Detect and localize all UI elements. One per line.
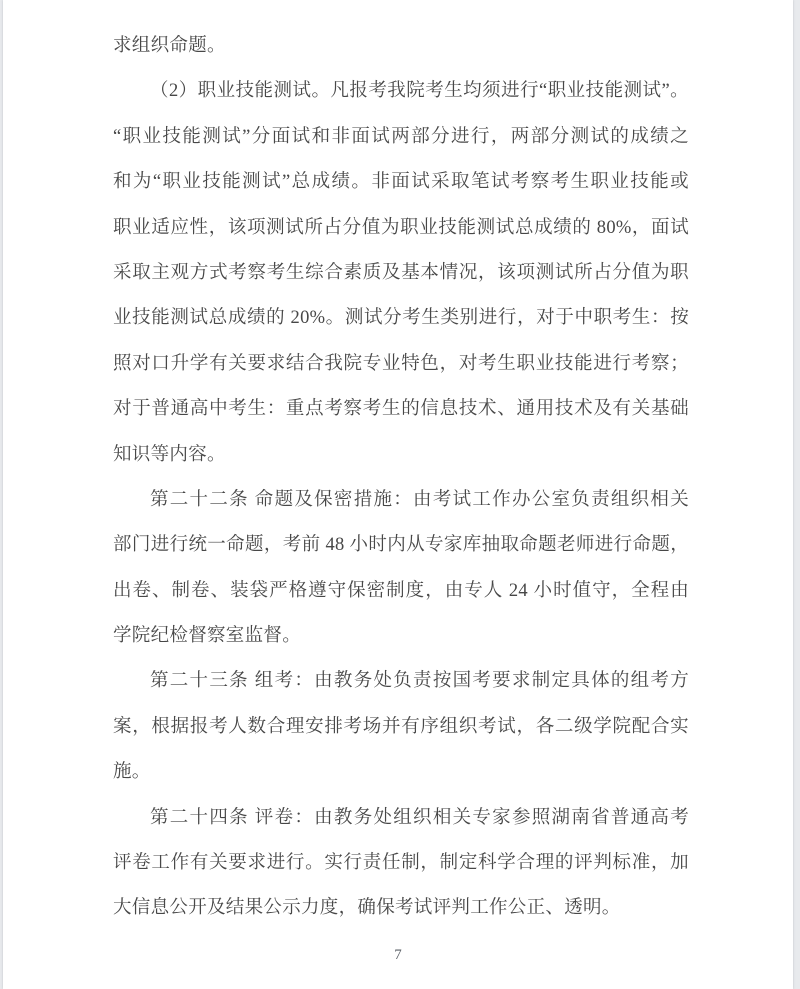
text-line: 第二十四条 评卷：由教务处组织相关专家参照湖南省普通高考 bbox=[150, 807, 689, 828]
paragraph bbox=[113, 478, 689, 660]
paragraph bbox=[113, 69, 689, 478]
text-line: 对于普通高中考生：重点考察考生的信息技术、通用技术及有关基础 bbox=[113, 399, 689, 420]
text-line: 部门进行统一命题，考前 48 小时内从专家库抽取命题老师进行命题， bbox=[113, 535, 689, 556]
document-page bbox=[3, 0, 793, 989]
text-line: 照对口升学有关要求结合我院专业特色，对考生职业技能进行考察； bbox=[113, 353, 689, 374]
text-line: 施。 bbox=[113, 762, 151, 783]
text-line: 案，根据报考人数合理安排考场并有序组织考试，各二级学院配合实 bbox=[113, 716, 689, 737]
page-number: 7 bbox=[394, 947, 402, 963]
text-line: 评卷工作有关要求进行。实行责任制，制定科学合理的评判标准，加 bbox=[113, 853, 689, 874]
text-line: 业技能测试总成绩的 20%。测试分考生类别进行，对于中职考生：按 bbox=[113, 308, 689, 329]
text-line: 求组织命题。 bbox=[113, 36, 226, 56]
text-line: 大信息公开及结果公示力度，确保考试评判工作公正、透明。 bbox=[113, 898, 621, 919]
text-line: 第二十二条 命题及保密措施：由考试工作办公室负责组织相关 bbox=[150, 489, 689, 510]
paragraph bbox=[113, 24, 689, 69]
text-line: 和为“职业技能测试”总成绩。非面试采取笔试考察考生职业技能或 bbox=[113, 172, 689, 193]
text-line: 学院纪检督察室监督。 bbox=[113, 626, 302, 647]
text-line: （2）职业技能测试。凡报考我院考生均须进行“职业技能测试”。 bbox=[150, 81, 689, 102]
text-line: 第二十三条 组考：由教务处负责按国考要求制定具体的组考方 bbox=[150, 671, 689, 692]
text-line: 出卷、制卷、装袋严格遵守保密制度，由专人 24 小时值守，全程由 bbox=[113, 580, 689, 601]
text-line: “职业技能测试”分面试和非面试两部分进行，两部分测试的成绩之 bbox=[113, 126, 689, 147]
paragraph bbox=[113, 659, 689, 795]
paragraph bbox=[113, 796, 689, 932]
text-line: 知识等内容。 bbox=[113, 444, 226, 465]
text-block bbox=[113, 24, 689, 932]
text-line: 采取主观方式考察考生综合素质及基本情况，该项测试所占分值为职 bbox=[113, 262, 689, 283]
text-line: 职业适应性，该项测试所占分值为职业技能测试总成绩的 80%，面试 bbox=[113, 217, 689, 238]
